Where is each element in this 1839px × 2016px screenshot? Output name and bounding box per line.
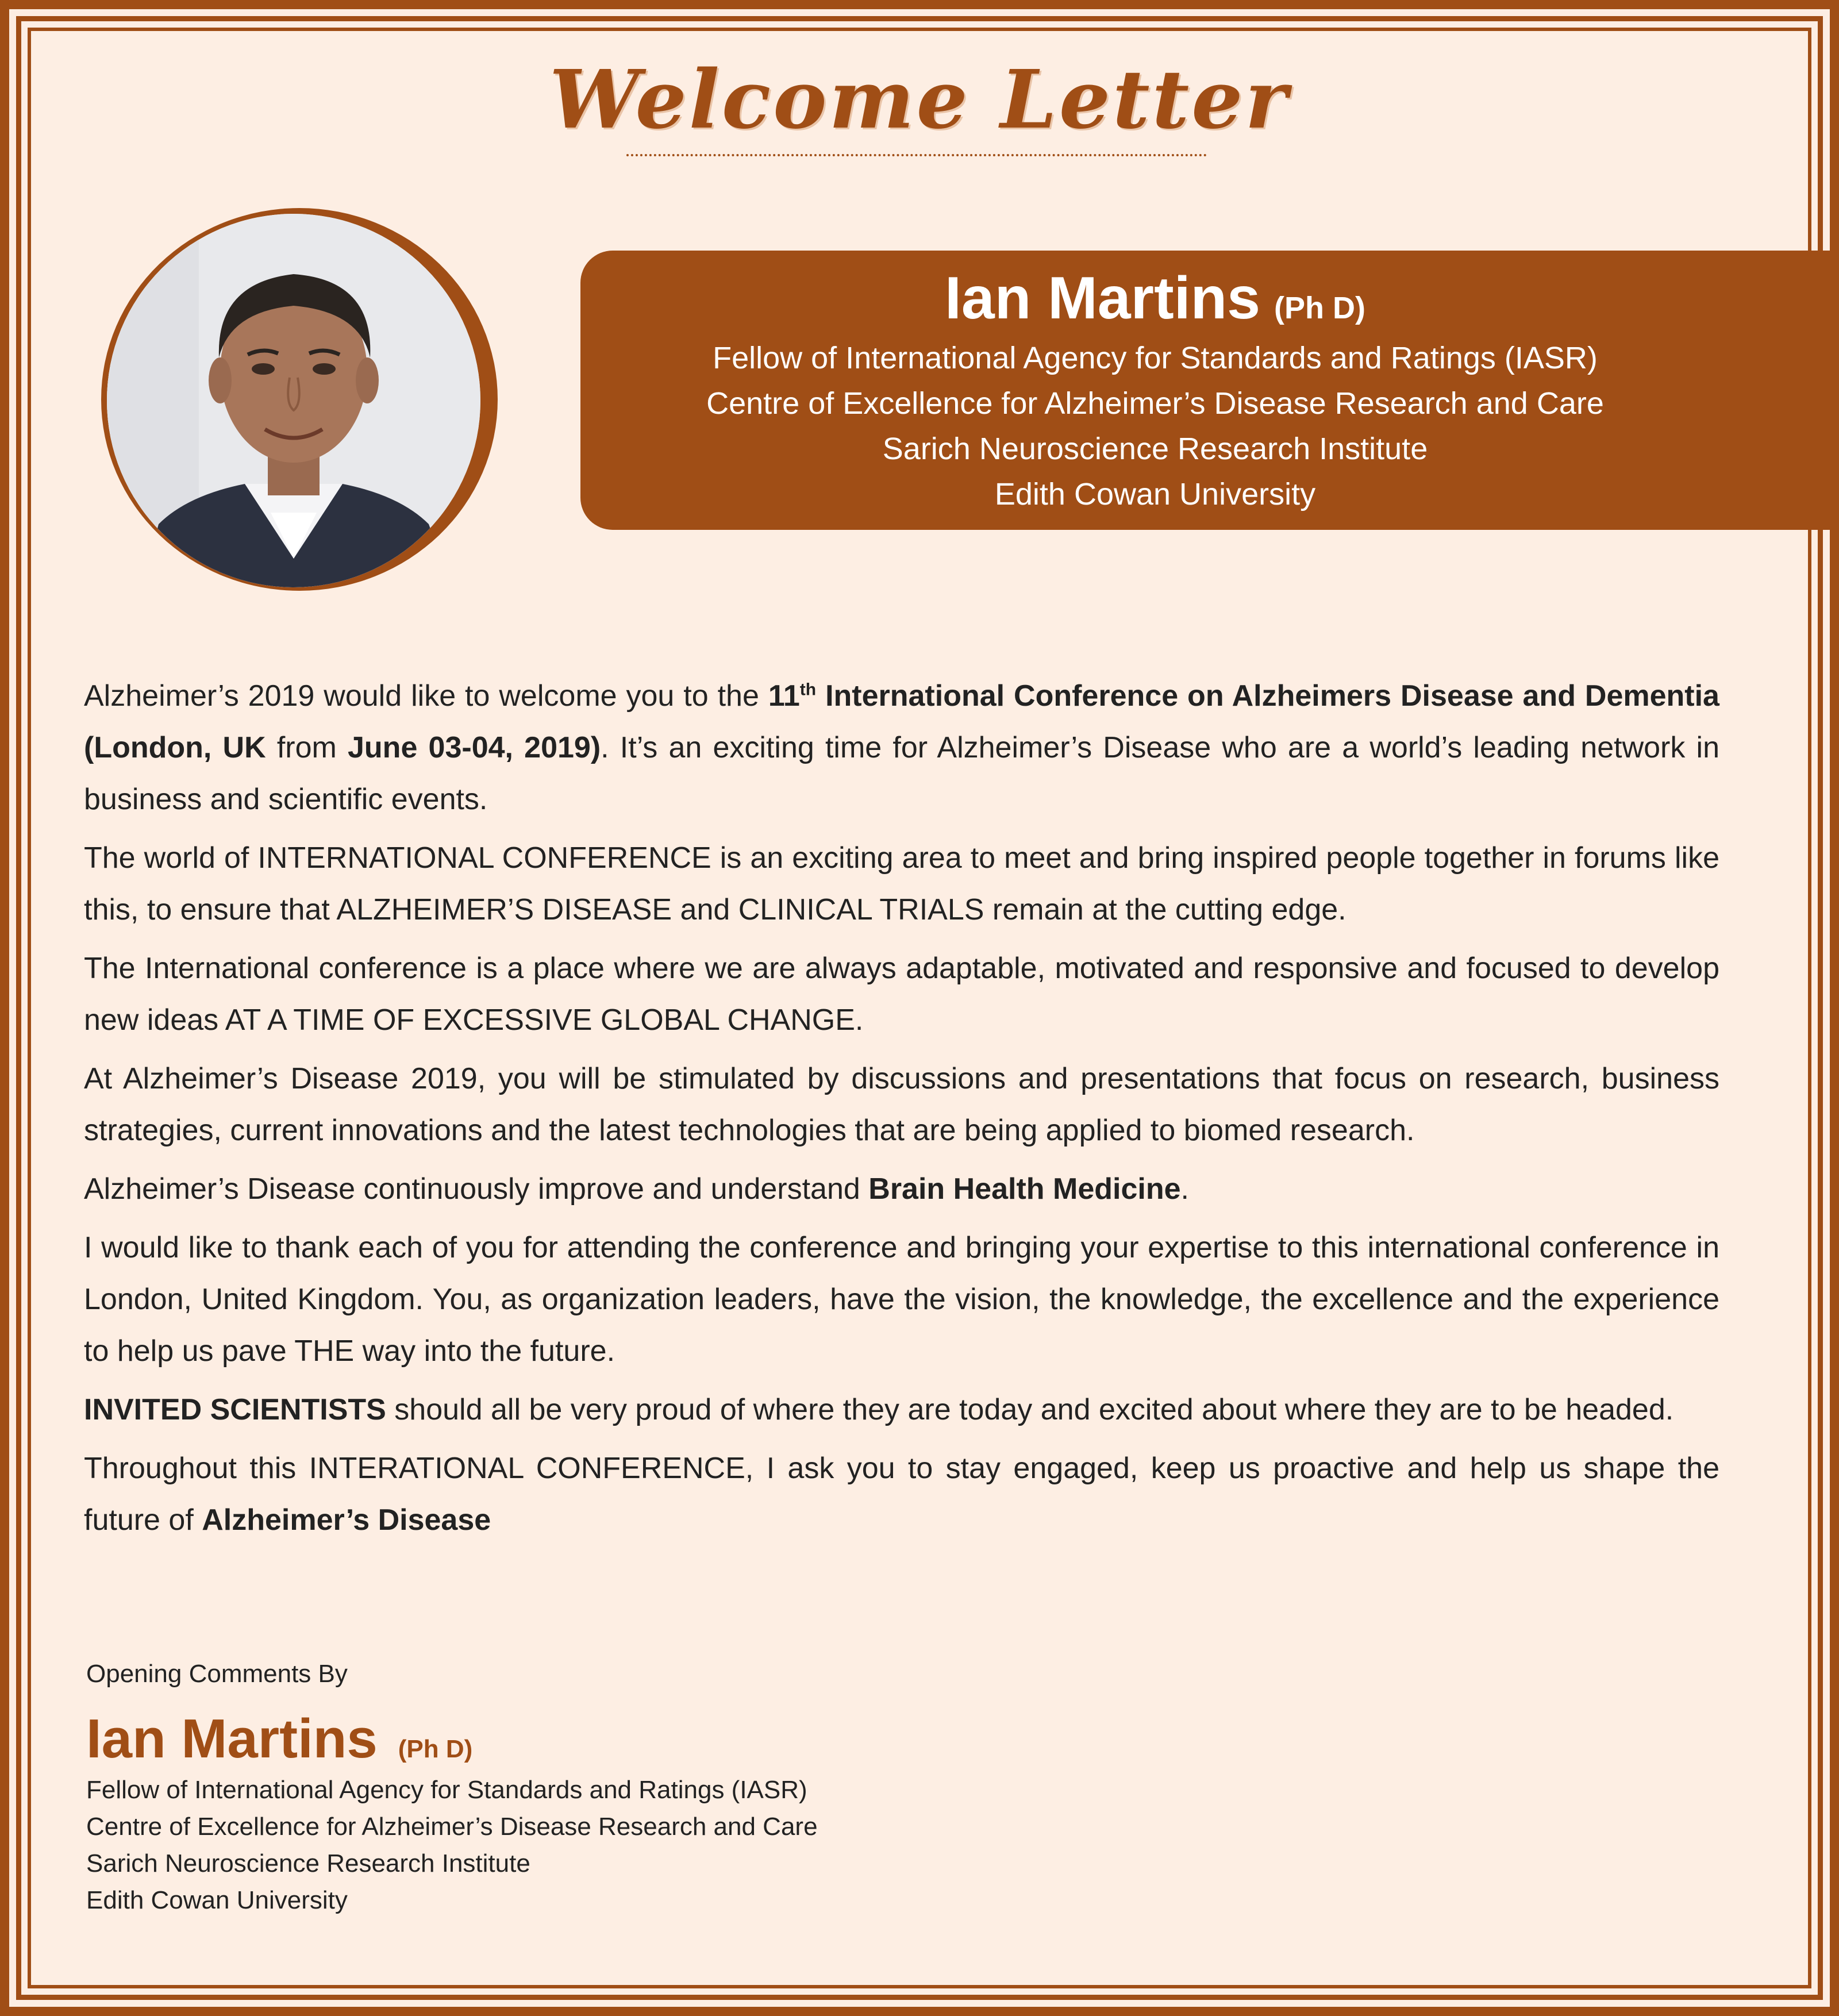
- speaker-photo: [107, 214, 480, 587]
- signature-affiliation: Sarich Neuroscience Research Institute: [86, 1849, 530, 1878]
- p7-bold: INVITED SCIENTISTS: [84, 1393, 386, 1426]
- p1-conference-name: International Conference on Alzheimers Disease and Dementia (London, UK: [84, 679, 1719, 764]
- banner-affiliation: Edith Cowan University: [994, 477, 1316, 511]
- p1-from: from: [266, 731, 348, 764]
- signature-affiliation: Edith Cowan University: [86, 1886, 348, 1915]
- letter-paragraph: [84, 1384, 1719, 1436]
- letter-paragraph: At Alzheimer’s Disease 2019, you will be stimulated by discussions and presentations that focus on research, business strategies, current innovations and the latest technologies that are being applied to biomed research.: [84, 1062, 1719, 1147]
- signature-name: [86, 1706, 818, 1772]
- signature-block: [86, 1660, 818, 1919]
- banner-affiliation: Sarich Neuroscience Research Institute: [882, 432, 1428, 466]
- signature-label: Opening Comments By: [86, 1660, 348, 1688]
- letter-paragraph: The world of INTERNATIONAL CONFERENCE is an exciting area to meet and bring inspired people together in forums like this, to ensure that ALZHEIMER’S DISEASE and CLINICAL TRIALS remain at the cutting edge.: [84, 841, 1719, 926]
- banner-degree: (Ph D): [1274, 291, 1365, 325]
- letter-paragraph: The International conference is a place where we are always adaptable, motivated and responsive and focused to develop new ideas AT A TIME OF EXCESSIVE GLOBAL CHANGE.: [84, 952, 1719, 1037]
- signature-name-text: Ian Martins: [86, 1708, 378, 1769]
- speaker-portrait-image: [107, 214, 480, 587]
- banner-name-text: Ian Martins: [945, 265, 1261, 332]
- p1-rest: . It’s an exciting time for Alzheimer’s Disease who are a world’s leading network in business and scientific events.: [84, 731, 1720, 816]
- letter-paragraph: I would like to thank each of you for attending the conference and bringing your expertise to this international conference in London, United Kingdom. You, as organization leaders, have the vision, the knowledge, the excellence and the experience to help us pave THE way into the future.: [84, 1231, 1719, 1368]
- p8-text: Throughout this INTERATIONAL CONFERENCE, I ask you to stay engaged, keep us proactive and help us shape the future of: [84, 1452, 1719, 1537]
- p7-text: should all be very proud of where they are today and excited about where they are to be headed.: [386, 1393, 1674, 1426]
- signature-affiliation: Fellow of International Agency for Standards and Ratings (IASR): [86, 1776, 807, 1805]
- letter-body: [84, 670, 1719, 1553]
- p5-text: Alzheimer’s Disease continuously improve and understand: [84, 1172, 869, 1206]
- p8-bold: Alzheimer’s Disease: [202, 1503, 491, 1537]
- page-title: Welcome Letter: [549, 53, 1290, 147]
- p5-bold: Brain Health Medicine: [868, 1172, 1181, 1206]
- letter-paragraph: [84, 1442, 1719, 1546]
- speaker-banner: [580, 251, 1839, 530]
- p1-intro: Alzheimer’s 2019 would like to welcome you to the: [84, 679, 768, 713]
- banner-affiliation: Fellow of International Agency for Standards and Ratings (IASR): [713, 341, 1598, 375]
- signature-degree: (Ph D): [398, 1735, 473, 1763]
- p1-dates: June 03-04, 2019): [348, 731, 601, 764]
- p1-ordinal: th: [799, 680, 817, 699]
- p5-end: .: [1180, 1172, 1189, 1206]
- banner-affiliation: Centre of Excellence for Alzheimer’s Disease Research and Care: [706, 386, 1604, 421]
- p1-edition: 11: [768, 679, 800, 713]
- signature-affiliation: Centre of Excellence for Alzheimer’s Disease Research and Care: [86, 1813, 818, 1841]
- letter-paragraph: [84, 670, 1719, 825]
- letter-paragraph: [84, 1163, 1719, 1215]
- banner-speaker-name: [580, 261, 1730, 336]
- title-underline: [626, 154, 1207, 156]
